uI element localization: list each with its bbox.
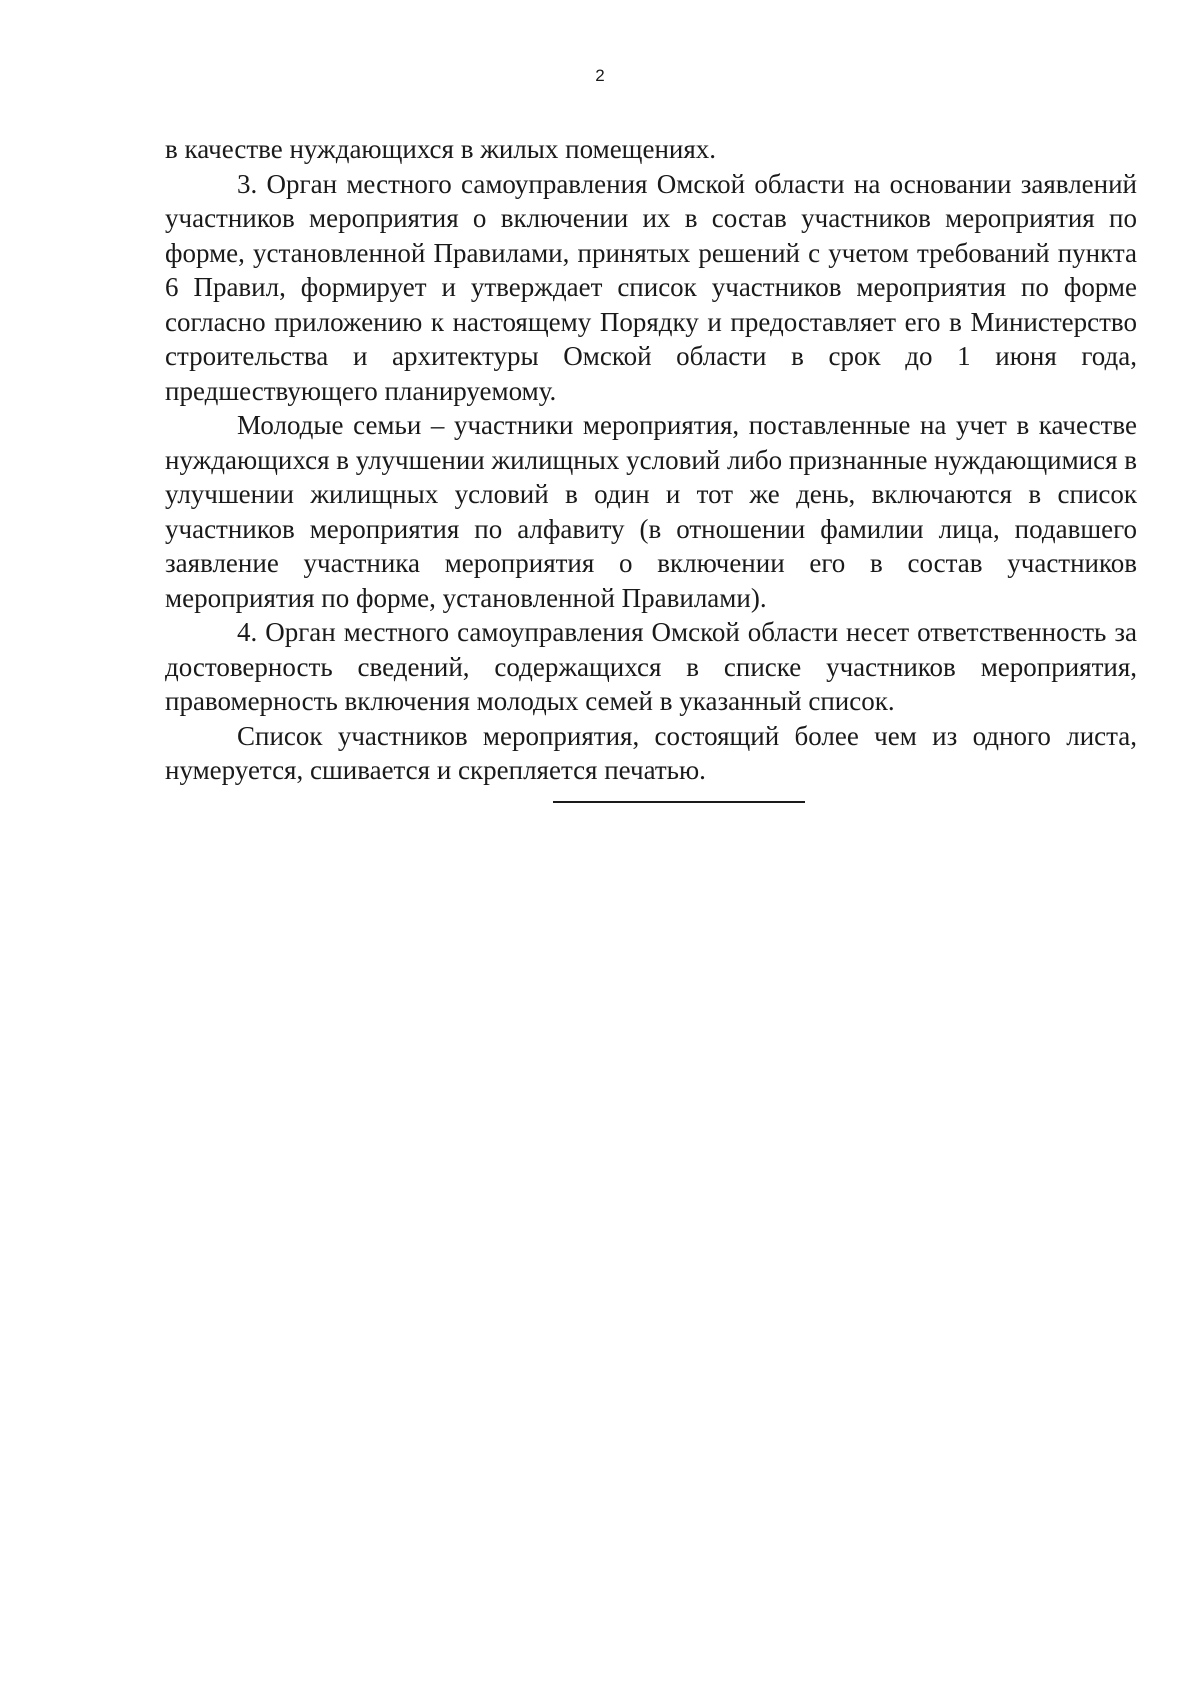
document-body	[165, 132, 1137, 788]
page-number: 2	[595, 66, 605, 85]
continuation-line: в качестве нуждающихся в жилых помещениях.	[165, 134, 717, 164]
paragraph-item-3: 3. Орган местного самоуправления Омской области на основании заявлений участников мероприятия о включении их в состав участников мероприятия по форме, установленной Правилами, принятых решений с учетом требований пункта 6 Правил, формирует и утверждает список участников мероприятия по форме согласно приложению к настоящему Порядку и предоставляет его в Министерство строительства и архитектуры Омской области в срок до 1 июня года, предшествующего планируемому.	[165, 168, 1137, 406]
paragraph-list-binding: Список участников мероприятия, состоящий более чем из одного листа, нумеруется, сшивается и скрепляется печатью.	[165, 720, 1137, 785]
end-separator-line	[553, 801, 805, 803]
paragraph-young-families: Молодые семьи – участники мероприятия, поставленные на учет в качестве нуждающихся в улучшении жилищных условий либо признанные нуждающимися в улучшении жилищных условий в один и тот же день, включаются в список участников мероприятия по алфавиту (в отношении фамилии лица, подавшего заявление участника мероприятия о включении его в состав участников мероприятия по форме, установленной Правилами).	[165, 410, 1137, 613]
paragraph-item-4: 4. Орган местного самоуправления Омской области несет ответственность за достоверность сведений, содержащихся в списке участников мероприятия, правомерность включения молодых семей в указанный список.	[165, 617, 1137, 716]
